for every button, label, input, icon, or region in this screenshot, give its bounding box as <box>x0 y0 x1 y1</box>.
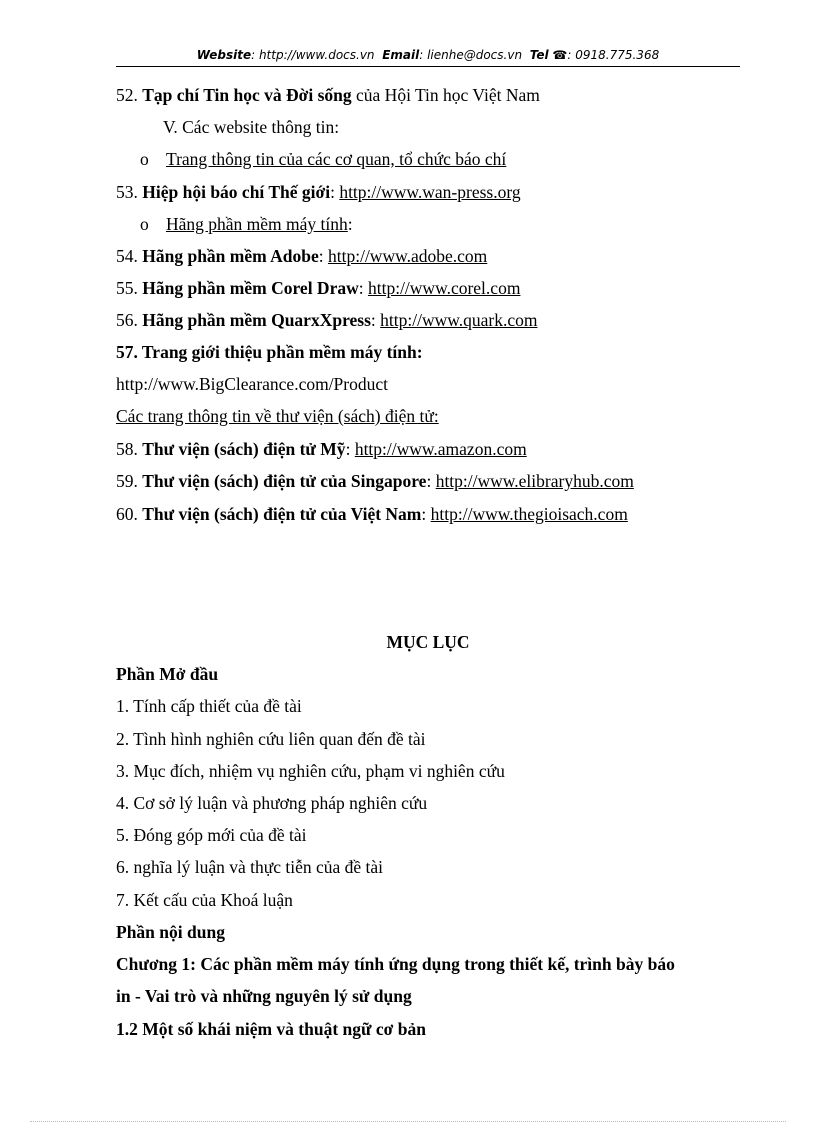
ref-title: Hãng phần mềm Corel Draw <box>142 278 359 298</box>
ref-55 <box>116 277 520 299</box>
ref-separator: : <box>318 246 328 266</box>
ref-number: 58. <box>116 439 138 459</box>
sub-item-press-sites <box>140 148 506 170</box>
ref-53 <box>116 181 521 203</box>
toc-item: 1. Tính cấp thiết của đề tài <box>116 696 302 716</box>
ref-title: Hãng phần mềm QuarxXpress <box>142 310 371 330</box>
ref-separator: : <box>421 504 431 524</box>
ref-number: 53. <box>116 182 138 202</box>
toc-part-content: Phần nội dung <box>116 922 225 942</box>
toc-item: 4. Cơ sở lý luận và phương pháp nghiên cứu <box>116 793 428 813</box>
ref-title: Hiệp hội báo chí Thế giới <box>142 182 331 202</box>
toc-item: 7. Kết cấu của Khoá luận <box>116 890 293 910</box>
ref-title: Hãng phần mềm Adobe <box>142 246 319 266</box>
ref-number: 60. <box>116 504 138 524</box>
ref-text: của Hội Tin học Việt Nam <box>351 85 540 105</box>
ref-link[interactable]: http://www.amazon.com <box>354 439 527 459</box>
ref-59 <box>116 470 634 492</box>
toc-chapter-1-cont: in - Vai trò và những nguyên lý sử dụng <box>116 986 412 1006</box>
ref-link[interactable]: http://www.wan-press.org <box>339 182 521 202</box>
toc-item: 6. nghĩa lý luận và thực tiễn của đề tài <box>116 857 384 877</box>
ref-60 <box>116 503 628 525</box>
toc-section-1-2: 1.2 Một số khái niệm và thuật ngữ cơ bản <box>116 1019 426 1039</box>
ref-56 <box>116 309 537 331</box>
sub-item-colon: : <box>347 214 353 234</box>
toc-item: 3. Mục đích, nhiệm vụ nghiên cứu, phạm vi nghiên cứu <box>116 761 505 781</box>
ref-separator: : <box>345 439 355 459</box>
library-heading: Các trang thông tin về thư viện (sách) điện tử: <box>116 406 439 426</box>
ref-separator: : <box>330 182 340 202</box>
email-label: Email <box>382 48 420 62</box>
toc-title: MỤC LỤC <box>386 632 470 652</box>
ref-separator: : <box>426 471 436 491</box>
page-header <box>116 47 740 63</box>
tel-value: : 0918.775.368 <box>567 48 660 62</box>
toc-chapter-1: Chương 1: Các phần mềm máy tính ứng dụng trong thiết kế, trình bày báo <box>116 954 675 974</box>
email-value: : lienhe@docs.vn <box>419 48 523 62</box>
ref-separator: : <box>370 310 381 330</box>
website-label: Website <box>196 48 252 62</box>
ref-link[interactable]: http://www.thegioisach.com <box>430 504 628 524</box>
ref-title: Tạp chí Tin học và Đời sống <box>142 85 352 105</box>
bullet-icon: o <box>140 214 149 234</box>
ref-52 <box>116 84 540 106</box>
ref-57-link[interactable]: http://www.BigClearance.com/Product <box>116 374 389 394</box>
bullet-icon: o <box>140 149 149 169</box>
toc-item: 2. Tình hình nghiên cứu liên quan đến đề tài <box>116 729 426 749</box>
header-divider <box>116 66 740 67</box>
sub-item-label: Trang thông tin của các cơ quan, tổ chức báo chí <box>166 149 507 169</box>
website-value: : http://www.docs.vn <box>251 48 375 62</box>
ref-title: Thư viện (sách) điện tử của Singapore <box>142 471 427 491</box>
sub-item-label: Hãng phần mềm máy tính <box>166 214 348 234</box>
ref-link[interactable]: http://www.corel.com <box>367 278 521 298</box>
phone-icon: ☎ <box>552 48 568 62</box>
sub-item-software <box>140 213 353 235</box>
ref-title: Thư viện (sách) điện tử của Việt Nam <box>142 504 422 524</box>
toc-part-intro: Phần Mở đầu <box>116 664 219 684</box>
tel-label: Tel <box>529 48 549 62</box>
ref-link[interactable]: http://www.adobe.com <box>328 246 488 266</box>
ref-58 <box>116 438 527 460</box>
ref-57: 57. Trang giới thiệu phần mềm máy tính: <box>116 342 423 362</box>
ref-54 <box>116 245 487 267</box>
ref-link[interactable]: http://www.quark.com <box>380 310 538 330</box>
ref-number: 55. <box>116 278 138 298</box>
ref-number: 54. <box>116 246 138 266</box>
ref-title: Thư viện (sách) điện tử Mỹ <box>142 439 346 459</box>
ref-link[interactable]: http://www.elibraryhub.com <box>435 471 634 491</box>
ref-number: 56. <box>116 310 138 330</box>
ref-separator: : <box>358 278 368 298</box>
toc-item: 5. Đóng góp mới của đề tài <box>116 825 307 845</box>
ref-number: 52. <box>116 85 138 105</box>
page-bottom-divider <box>30 1121 786 1122</box>
ref-number: 59. <box>116 471 138 491</box>
section-websites: V. Các website thông tin: <box>163 117 340 137</box>
